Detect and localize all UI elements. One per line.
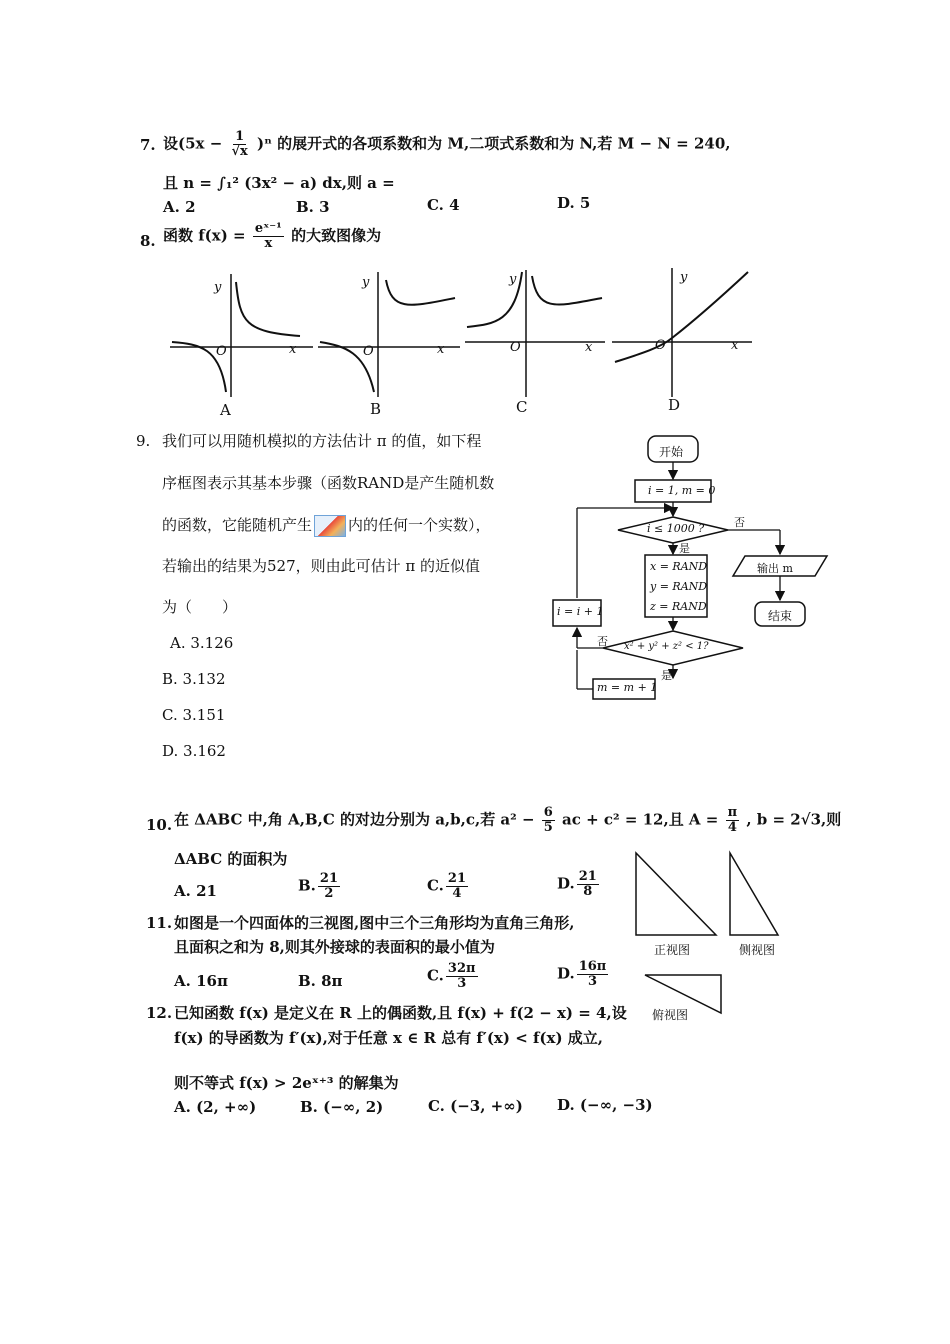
q11-option-d-den: 3 bbox=[587, 974, 598, 989]
q11-line2: 且面积之和为 8,则其外接球的表面积的最小值为 bbox=[174, 938, 495, 956]
q8-stem-b: 的大致图像为 bbox=[291, 226, 382, 245]
q7-line2: 且 n = ∫₁² (3x² − a) dx,则 a = bbox=[163, 174, 395, 192]
q11-option-c-pre: C. bbox=[427, 966, 444, 985]
q10-option-d-num: 21 bbox=[578, 869, 597, 884]
q11-option-d-num: 16π bbox=[578, 959, 607, 974]
q10-option-d-den: 8 bbox=[583, 884, 593, 899]
q12-option-d: D. (−∞, −3) bbox=[557, 1096, 653, 1114]
q7-option-a: A. 2 bbox=[163, 198, 196, 216]
q8-graph-c-y: y bbox=[509, 272, 517, 287]
q8-fraction-den: x bbox=[264, 236, 273, 251]
q8-graph-a bbox=[170, 274, 313, 397]
q10-option-c-num: 21 bbox=[447, 871, 466, 886]
q7-fraction bbox=[230, 130, 250, 159]
flow-incr-i-label: i = i + 1 bbox=[557, 605, 604, 618]
q10-frac1-den: 5 bbox=[543, 820, 553, 835]
q11-option-c-den: 3 bbox=[457, 976, 467, 991]
flow-cond1-label: i ≤ 1000 ? bbox=[647, 522, 705, 535]
top-view-label: 俯视图 bbox=[652, 1008, 689, 1022]
q10-line1-b: ac + c² = 12,且 A = bbox=[562, 810, 719, 829]
q10-frac1-num: 6 bbox=[543, 805, 553, 820]
q10-line1-a: 在 ΔABC 中,角 A,B,C 的对边分别为 a,b,c,若 a² − bbox=[174, 810, 535, 829]
q8-label-a: A bbox=[220, 401, 231, 419]
q11-option-c-frac bbox=[446, 962, 478, 991]
q8-label-c: C bbox=[516, 398, 528, 416]
flow-cond1-yes: 是 bbox=[679, 542, 690, 555]
q8-graph-b bbox=[318, 272, 460, 397]
q7-fraction-num: 1 bbox=[235, 129, 245, 144]
flow-cond2-label: x² + y² + z² < 1? bbox=[624, 641, 709, 652]
q7-option-c: C. 4 bbox=[427, 196, 460, 214]
q8-stem bbox=[163, 222, 381, 251]
q10-option-a: A. 21 bbox=[174, 882, 217, 900]
q8-graph-b-x: x bbox=[437, 342, 445, 357]
q9-option-c: C. 3.151 bbox=[162, 706, 226, 724]
q10-option-d-frac bbox=[577, 870, 599, 899]
front-view-label: 正视图 bbox=[654, 943, 691, 957]
q8-graph-a-y: y bbox=[214, 280, 222, 295]
flow-end-label: 结束 bbox=[768, 609, 793, 623]
flow-init-label: i = 1, m = 0 bbox=[648, 484, 716, 497]
q8-graph-c bbox=[465, 270, 605, 397]
q8-fraction-num: eˣ⁻¹ bbox=[254, 221, 282, 236]
q9-option-d: D. 3.162 bbox=[162, 742, 226, 760]
q9-line2: 序框图表示其基本步骤（函数RAND是产生随机数 bbox=[162, 474, 495, 492]
q8-label-b: B bbox=[370, 400, 382, 418]
q9-line4: 若输出的结果为527，则由此可估计 π 的近似值 bbox=[162, 557, 481, 575]
flow-output-label: 输出 m bbox=[757, 562, 793, 575]
q12-option-a: A. (2, +∞) bbox=[174, 1098, 257, 1116]
q8-graph-d-y: y bbox=[680, 270, 688, 285]
q11-number: 11. bbox=[146, 914, 173, 932]
q10-number: 10. bbox=[146, 816, 173, 834]
q8-graph-a-x: x bbox=[289, 342, 297, 357]
q10-option-b-pre: B. bbox=[298, 876, 316, 895]
q12-line1: 已知函数 f(x) 是定义在 R 上的偶函数,且 f(x) + f(2 − x) = 4,设 bbox=[174, 1004, 627, 1022]
q7-line1-a: 设(5x − bbox=[163, 134, 223, 153]
q10-frac1 bbox=[542, 806, 555, 835]
q7-option-b: B. 3 bbox=[296, 198, 330, 216]
q9-line5: 为（ ） bbox=[162, 598, 238, 616]
q9-line3-b: 内的任何一个实数）， bbox=[348, 516, 491, 534]
q10-frac2-den: 4 bbox=[727, 820, 737, 835]
q11-option-d bbox=[557, 960, 610, 989]
q11-option-a: A. 16π bbox=[174, 972, 228, 990]
q12-line2: f(x) 的导函数为 f′(x),对于任意 x ∈ R 总有 f′(x) < f(x) 成立, bbox=[174, 1029, 604, 1047]
flow-rand-x: x = RAND bbox=[650, 560, 708, 573]
q11-option-d-pre: D. bbox=[557, 964, 575, 983]
flow-incr-m-label: m = m + 1 bbox=[597, 681, 658, 694]
flow-cond2-yes: 是 bbox=[661, 669, 672, 682]
q8-graph-d-o: O bbox=[655, 338, 666, 353]
q12-number: 12. bbox=[146, 1004, 173, 1022]
q10-line1-c: , b = 2√3,则 bbox=[746, 810, 842, 829]
q9-number: 9. bbox=[136, 432, 151, 450]
q9-line3-a: 的函数，它能随机产生 bbox=[162, 516, 313, 534]
q9-option-a: A. 3.126 bbox=[170, 634, 234, 652]
q10-option-b-den: 2 bbox=[324, 886, 334, 901]
q12-option-b: B. (−∞, 2) bbox=[300, 1098, 384, 1116]
q10-option-c bbox=[427, 872, 470, 901]
q7-line1 bbox=[163, 130, 731, 159]
q8-graph-b-o: O bbox=[363, 344, 374, 359]
side-view-label: 侧视图 bbox=[739, 943, 776, 957]
q12-option-c: C. (−3, +∞) bbox=[428, 1097, 523, 1115]
flow-cond1-no: 否 bbox=[734, 516, 745, 529]
q11-option-d-frac bbox=[577, 960, 609, 989]
q10-option-d bbox=[557, 870, 601, 899]
q10-option-b-frac bbox=[318, 872, 340, 901]
q8-fraction bbox=[253, 222, 284, 251]
q10-line2: ΔABC 的面积为 bbox=[174, 850, 288, 868]
flow-rand-y: y = RAND bbox=[650, 580, 708, 593]
flow-cond2-no: 否 bbox=[597, 635, 608, 648]
q11-option-c bbox=[427, 962, 480, 991]
q10-frac2 bbox=[726, 806, 740, 835]
q10-frac2-num: π bbox=[727, 805, 738, 820]
q8-graph-b-y: y bbox=[362, 275, 370, 290]
q7-number: 7. bbox=[140, 136, 156, 154]
q11-option-b: B. 8π bbox=[298, 972, 343, 990]
q10-option-c-frac bbox=[446, 872, 468, 901]
q10-option-c-den: 4 bbox=[452, 886, 462, 901]
q8-stem-a: 函数 f(x) = bbox=[163, 226, 246, 245]
q10-line1 bbox=[174, 806, 841, 835]
q10-option-d-pre: D. bbox=[557, 874, 575, 893]
q9-line3 bbox=[162, 515, 491, 537]
q7-line1-b: )ⁿ 的展开式的各项系数和为 M,二项式系数和为 N,若 M − N = 240, bbox=[257, 134, 731, 153]
q9-line1: 我们可以用随机模拟的方法估计 π 的值，如下程 bbox=[162, 432, 482, 450]
front-view-triangle bbox=[636, 853, 716, 935]
q9-option-b: B. 3.132 bbox=[162, 670, 226, 688]
q11-option-c-num: 32π bbox=[447, 961, 476, 976]
q8-graph-c-o: O bbox=[510, 340, 521, 355]
q12-line3: 则不等式 f(x) > 2eˣ⁺³ 的解集为 bbox=[174, 1074, 399, 1092]
flow-start-label: 开始 bbox=[659, 445, 684, 459]
q8-graphs bbox=[0, 262, 950, 422]
q8-graph-c-x: x bbox=[585, 340, 593, 355]
region-image-icon bbox=[314, 515, 346, 537]
q7-fraction-den: √x bbox=[231, 144, 248, 159]
side-view-triangle bbox=[730, 853, 778, 935]
q7-option-d: D. 5 bbox=[557, 194, 591, 212]
q10-option-b-num: 21 bbox=[319, 871, 338, 886]
q8-graph-d bbox=[612, 268, 752, 397]
q11-line1: 如图是一个四面体的三视图,图中三个三角形均为直角三角形, bbox=[174, 914, 575, 932]
q8-label-d: D bbox=[668, 396, 681, 414]
q8-graph-d-x: x bbox=[731, 338, 739, 353]
q8-graph-a-o: O bbox=[216, 344, 227, 359]
q10-option-c-pre: C. bbox=[427, 876, 444, 895]
q8-number: 8. bbox=[140, 232, 156, 250]
q10-option-b bbox=[298, 872, 342, 901]
flow-rand-z: z = RAND bbox=[650, 600, 707, 613]
